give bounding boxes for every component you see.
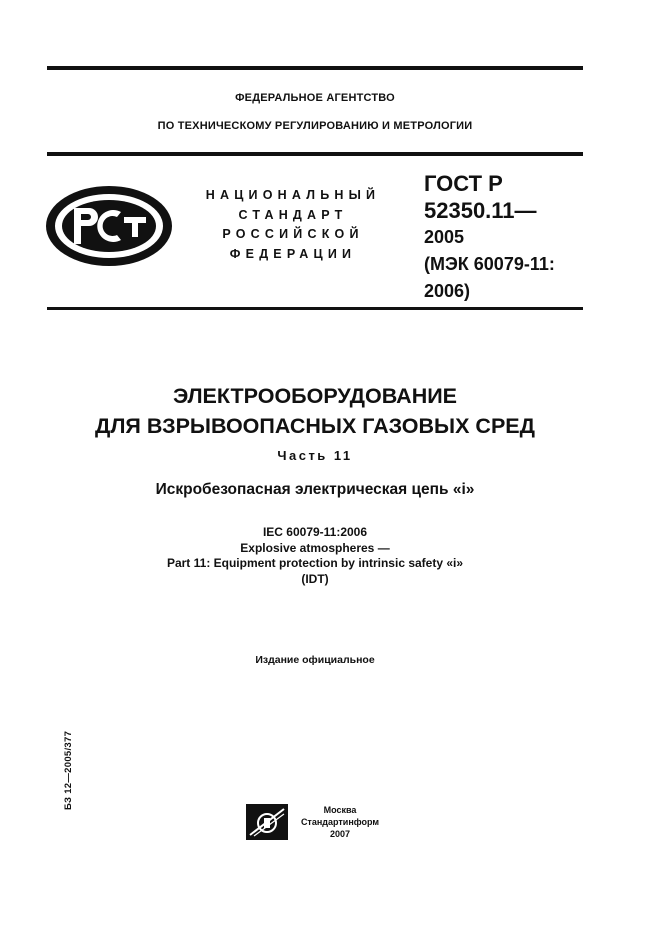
part-label: Часть 11 (277, 448, 353, 463)
document-title-line-2: ДЛЯ ВЗРЫВООПАСНЫХ ГАЗОВЫХ СРЕД (95, 414, 535, 438)
designation-line: 2006) (424, 281, 471, 301)
agency-line-2: ПО ТЕХНИЧЕСКОМУ РЕГУЛИРОВАНИЮ И МЕТРОЛОГИИ (157, 120, 473, 132)
publisher-logo-icon (246, 804, 288, 840)
publisher-year: 2007 (329, 829, 351, 839)
standard-designation (424, 170, 555, 305)
iec-line: Part 11: Equipment protection by intrinsic safety «i» (166, 556, 464, 570)
top-rule (47, 66, 583, 70)
designation-line: (МЭК 60079-11: (424, 254, 555, 274)
side-code: БЗ 12—2005/377 (63, 730, 74, 810)
national-standard-line: НАЦИОНАЛЬНЫЙ (205, 188, 381, 202)
national-standard-line: РОССИЙСКОЙ (222, 227, 364, 241)
designation-line: 2005 (424, 227, 465, 247)
national-standard-line: СТАНДАРТ (238, 207, 348, 222)
national-standard-label (200, 186, 386, 264)
iec-line: Explosive atmospheres — (240, 540, 390, 555)
standard-block-rule (47, 307, 583, 310)
publisher-name: Стандартинформ (300, 817, 380, 827)
designation-line: 52350.11— (424, 198, 537, 223)
rst-logo-icon (44, 184, 174, 268)
header-rule (47, 152, 583, 156)
agency-line-1: ФЕДЕРАЛЬНОЕ АГЕНТСТВО (235, 92, 395, 104)
edition-label: Издание официальное (255, 654, 375, 666)
national-standard-line: ФЕДЕРАЦИИ (229, 246, 357, 261)
document-subtitle: Искробезопасная электрическая цепь «i» (155, 481, 475, 498)
publisher-info (292, 804, 388, 840)
designation-line: ГОСТ Р (424, 171, 503, 196)
publisher-city: Москва (323, 805, 357, 815)
iec-line: IEC 60079-11:2006 (262, 525, 368, 539)
iec-line: (IDT) (301, 571, 329, 586)
document-title-line-1: ЭЛЕКТРООБОРУДОВАНИЕ (172, 384, 458, 408)
iec-reference (47, 525, 583, 587)
